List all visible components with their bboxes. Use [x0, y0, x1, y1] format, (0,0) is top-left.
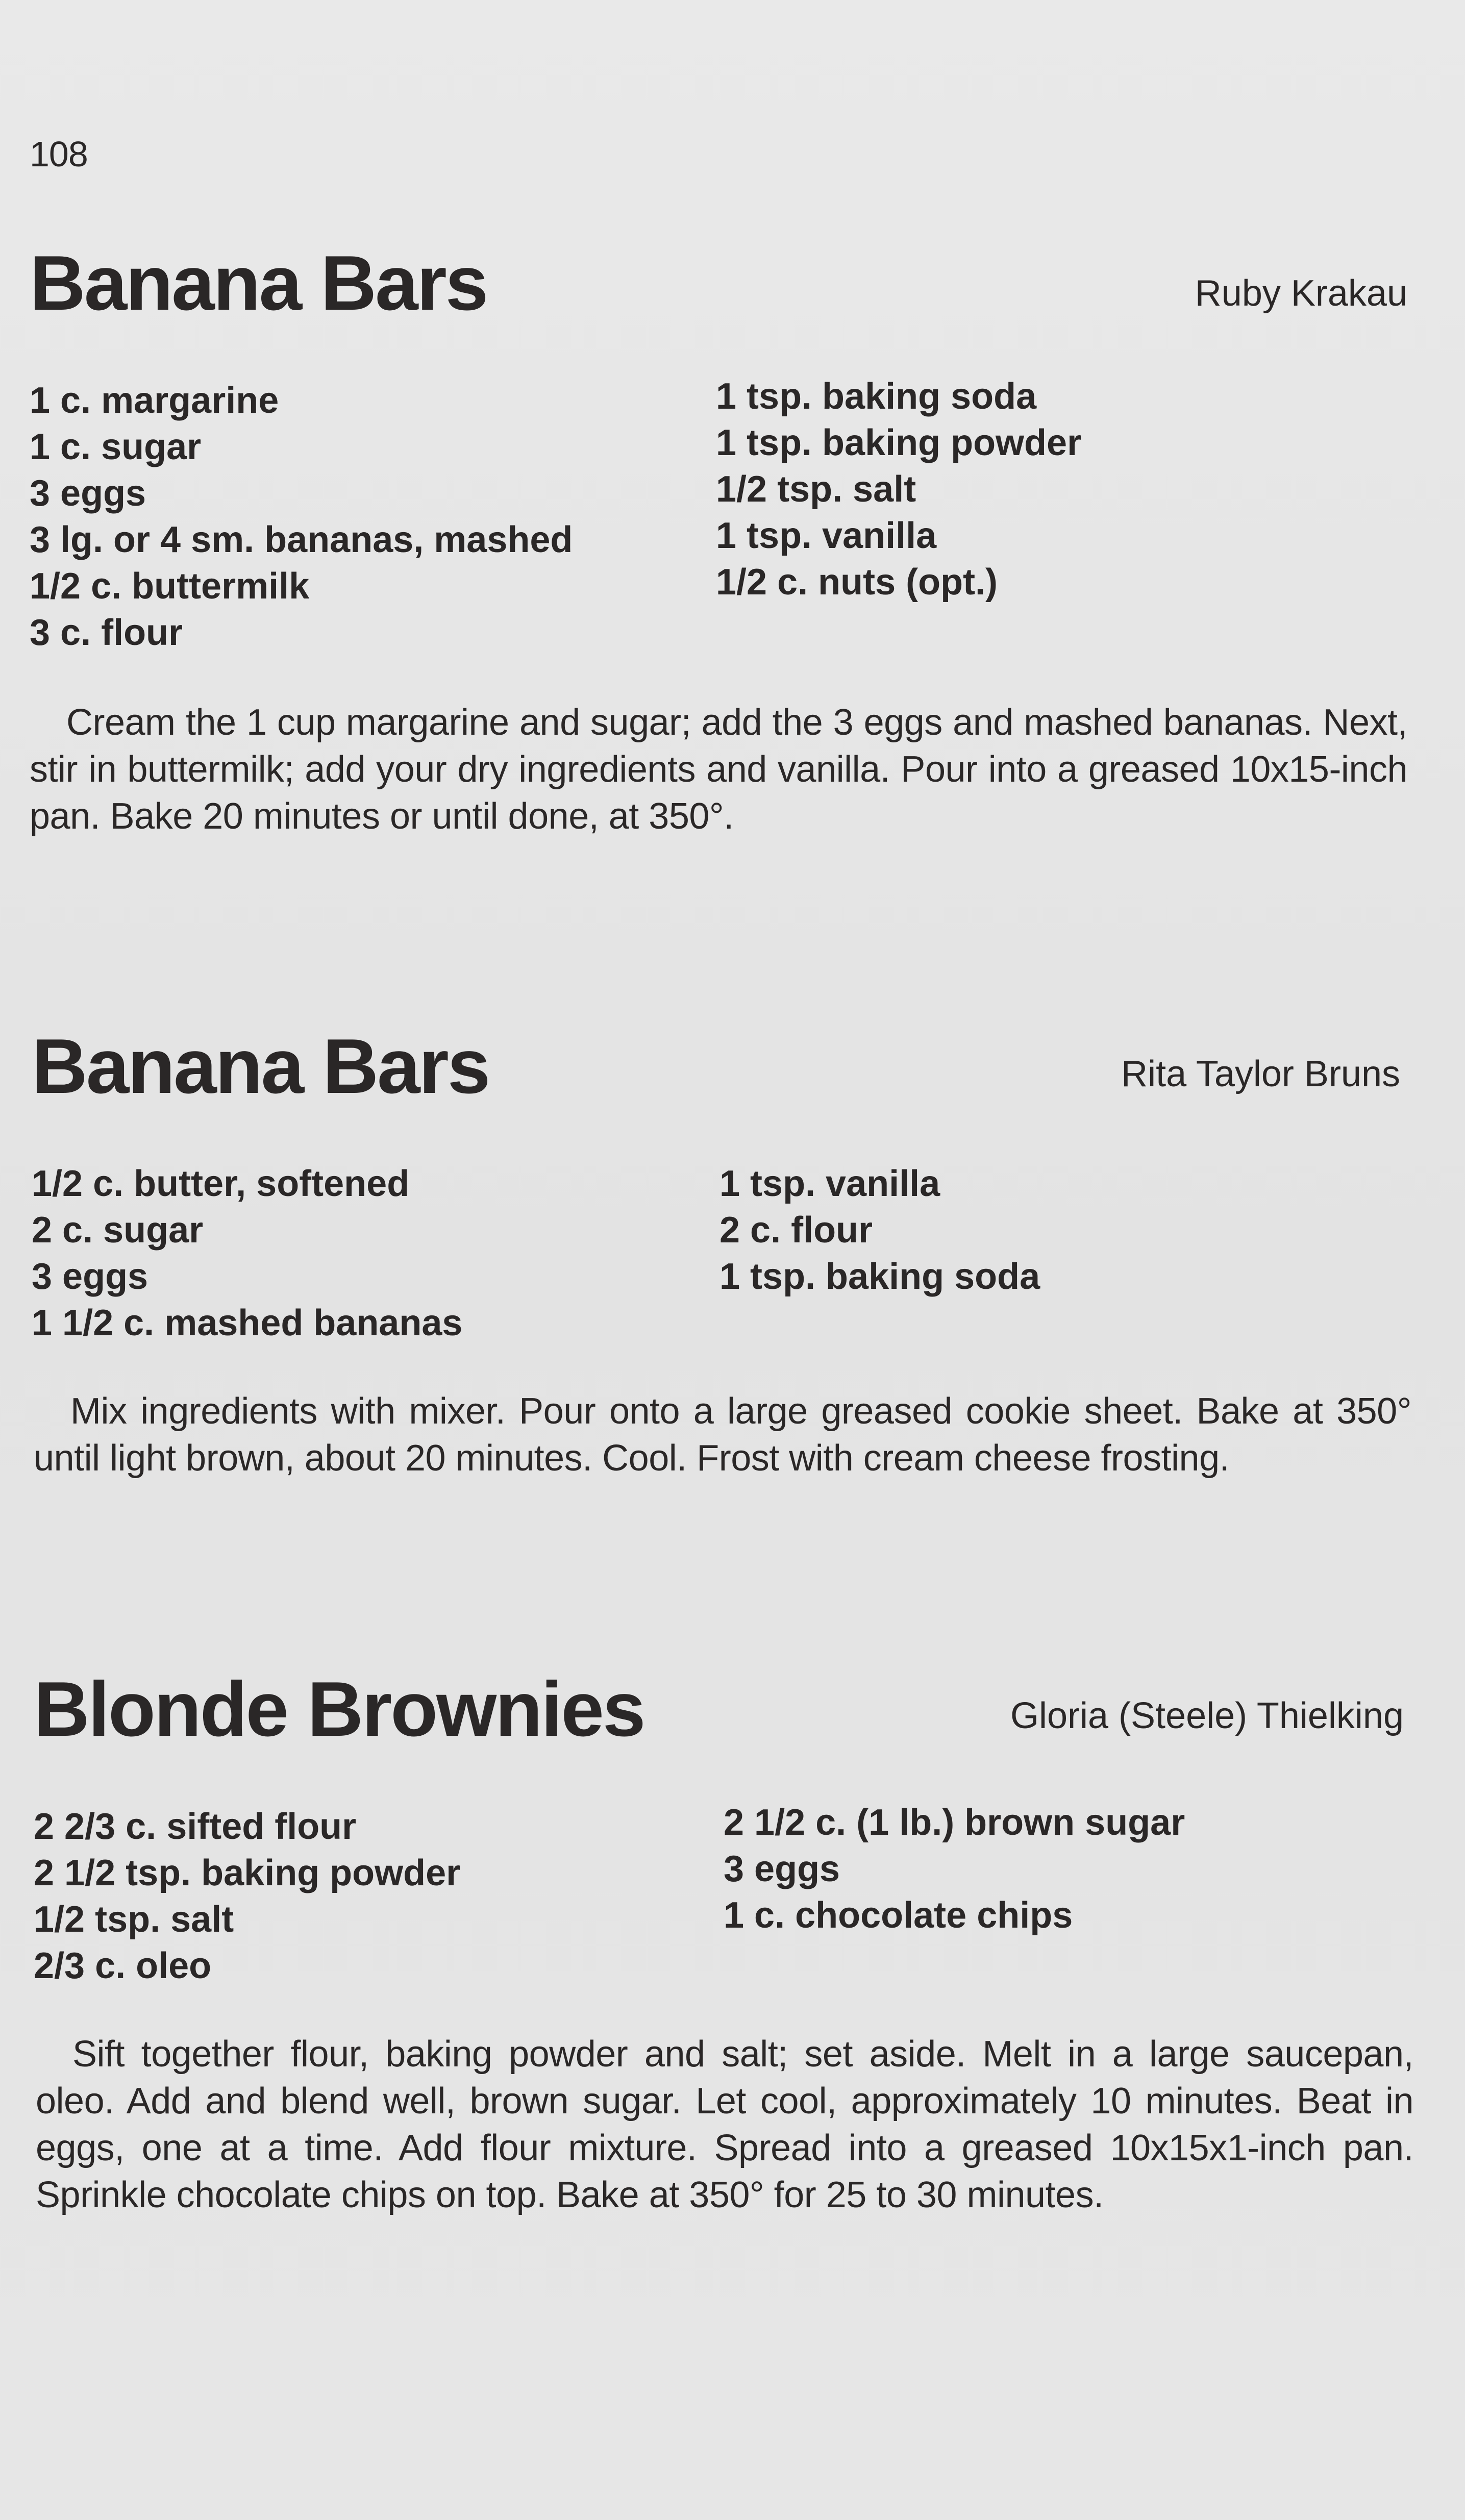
ingredients-left-column	[30, 378, 573, 656]
recipe-author: Rita Taylor Bruns	[1121, 1054, 1400, 1094]
ingredient-item: 2 1/2 tsp. baking powder	[34, 1853, 461, 1893]
ingredients-left-column	[34, 1804, 460, 1989]
recipe-author: Ruby Krakau	[1195, 273, 1407, 314]
ingredient-item: 2 c. flour	[719, 1210, 873, 1251]
ingredient-item: 1/2 tsp. salt	[716, 469, 916, 510]
ingredients-left-column	[32, 1161, 462, 1346]
ingredient-item: 3 lg. or 4 sm. bananas, mashed	[30, 519, 573, 560]
ingredient-item: 3 eggs	[30, 473, 146, 514]
ingredients-right-column	[716, 373, 1081, 606]
recipe-title: Banana Bars	[32, 1023, 489, 1110]
ingredient-item: 1 1/2 c. mashed bananas	[32, 1303, 463, 1343]
ingredient-item: 3 c. flour	[30, 612, 183, 653]
recipe-author: Gloria (Steele) Thielking	[1010, 1695, 1404, 1736]
ingredient-item: 1/2 tsp. salt	[34, 1899, 234, 1940]
recipe-title: Banana Bars	[30, 240, 487, 327]
ingredient-item: 2 c. sugar	[32, 1210, 204, 1251]
ingredients-right-column	[719, 1161, 1040, 1300]
ingredient-item: 2 1/2 c. (1 lb.) brown sugar	[724, 1802, 1185, 1843]
ingredient-item: 1 tsp. vanilla	[719, 1163, 940, 1204]
ingredient-item: 1 tsp. baking soda	[716, 376, 1037, 417]
ingredient-item: 3 eggs	[32, 1256, 148, 1297]
ingredient-item: 1 c. chocolate chips	[724, 1895, 1073, 1936]
recipe-directions: Sift together flour, baking powder and salt; set aside. Melt in a large saucepan, oleo. Add and blend well, brown sugar. Let cool, approximately 10 minutes. Beat in eggs, one at a time. Add flour mixture. Spread into a greased 10x15x1-inch pan. Sprinkle chocolate chips on top. Bake at 350° for 25 to 30 minutes.	[36, 2034, 1413, 2215]
page-number: 108	[30, 134, 88, 174]
ingredient-item: 1 tsp. vanilla	[716, 515, 937, 556]
ingredient-item: 1 c. margarine	[30, 380, 279, 421]
recipe-directions: Cream the 1 cup margarine and sugar; add the 3 eggs and mashed bananas. Next, stir in buttermilk; add your dry ingredients and vanilla. Pour into a greased 10x15-inch pan. Bake 20 minutes or until done, at 350°.	[30, 702, 1407, 837]
ingredient-item: 2/3 c. oleo	[34, 1945, 212, 1986]
recipe-directions: Mix ingredients with mixer. Pour onto a large greased cookie sheet. Bake at 350° until light brown, about 20 minutes. Cool. Frost with cream cheese frosting.	[34, 1391, 1411, 1479]
ingredient-item: 1/2 c. butter, softened	[32, 1163, 410, 1204]
ingredient-item: 2 2/3 c. sifted flour	[34, 1806, 357, 1847]
ingredients-right-column	[724, 1800, 1185, 1939]
ingredient-item: 1 tsp. baking powder	[716, 422, 1082, 463]
ingredient-item: 1 tsp. baking soda	[719, 1256, 1040, 1297]
ingredient-item: 1/2 c. buttermilk	[30, 566, 310, 607]
ingredient-item: 1/2 c. nuts (opt.)	[716, 562, 998, 603]
recipe-title: Blonde Brownies	[34, 1666, 644, 1753]
ingredient-item: 3 eggs	[724, 1849, 840, 1889]
ingredient-item: 1 c. sugar	[30, 427, 202, 467]
